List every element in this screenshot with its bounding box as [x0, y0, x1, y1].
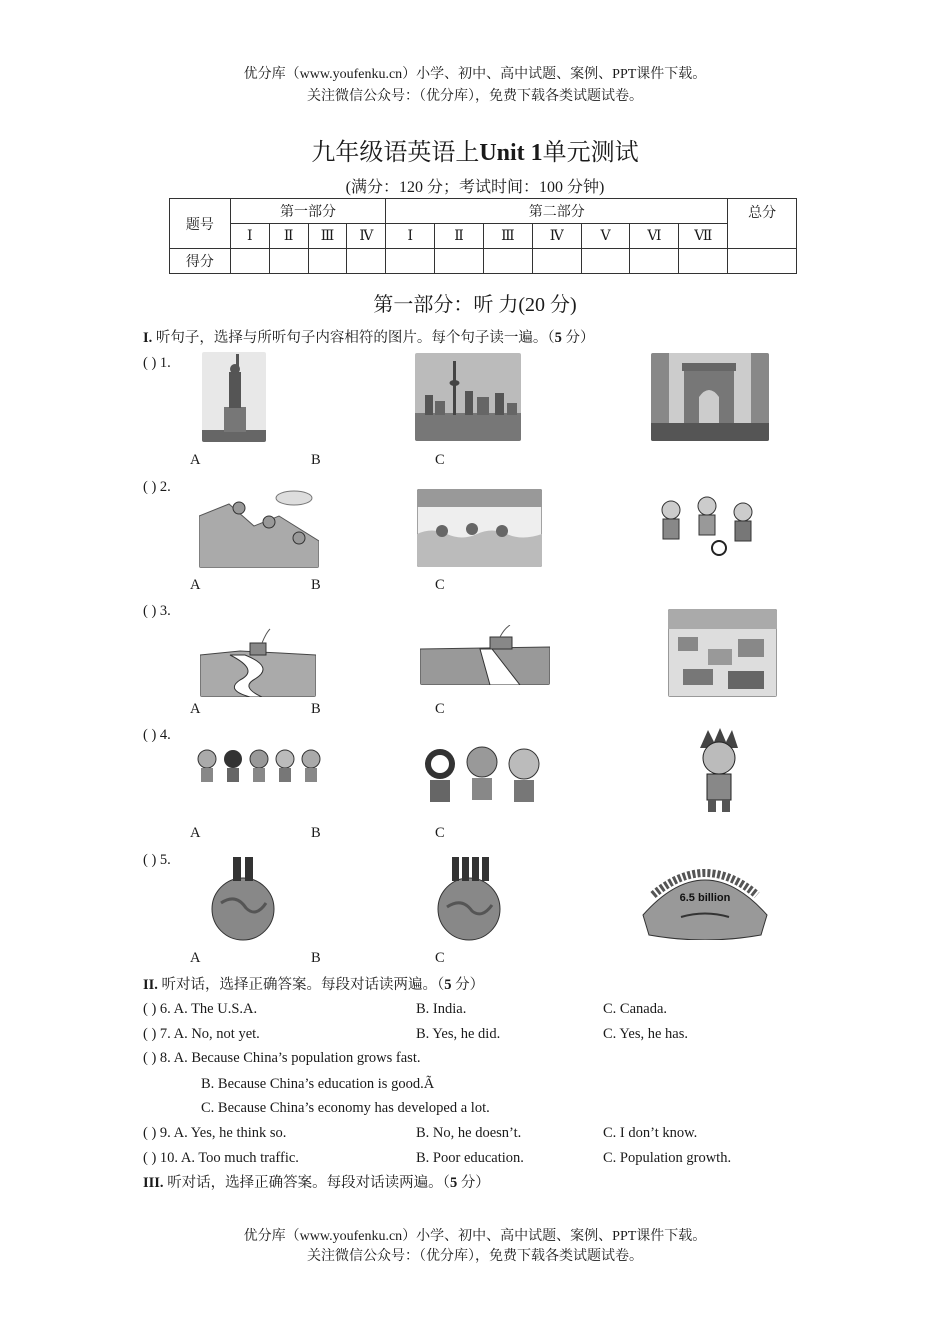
score-table-col: Ⅲ	[483, 224, 532, 249]
population-text: 6.5 billion	[679, 892, 731, 904]
globe-two-people-image[interactable]	[211, 853, 275, 941]
score-table	[169, 198, 797, 274]
section2-text: 听对话，选择正确答案。每段对话读两遍。（	[157, 977, 445, 993]
score-table-total: 总分	[728, 199, 797, 249]
choice-a: A	[190, 577, 201, 593]
choice-b: B	[311, 577, 321, 593]
section2-tail: 分）	[451, 977, 485, 993]
score-table-part1: 第一部分	[230, 199, 386, 224]
arc-de-triomphe-image[interactable]	[651, 353, 769, 441]
section2-score: 5	[444, 977, 452, 993]
question-8-option-b: B. Because China’s education is good.Ã	[201, 1076, 435, 1092]
globe-four-people-image[interactable]	[437, 853, 501, 941]
score-table-col: Ⅲ	[308, 224, 347, 249]
title-part-2: 单元测试	[542, 140, 639, 166]
question-10-option-c: C. Population growth.	[603, 1150, 732, 1166]
section2-instruction	[143, 975, 484, 995]
part1-title: 第一部分：听 力(20 分)	[373, 294, 577, 316]
question-6-stem: ( ) 6. A. The U.S.A.	[143, 1001, 258, 1017]
section3-instruction	[143, 1173, 490, 1193]
score-table-col: Ⅳ	[532, 224, 581, 249]
question-9-option-b: B. No, he doesn’t.	[416, 1125, 522, 1141]
choice-a: A	[190, 825, 201, 841]
toronto-skyline-image[interactable]	[415, 353, 521, 441]
footer-line-1: 优分库（www.youfenku.cn）小学、初中、高中试题、案例、PPT课件下载。	[243, 1229, 707, 1244]
footer-line-2: 关注微信公众号：（优分库），免费下载各类试题试卷。	[307, 1249, 643, 1264]
score-table-label-score: 得分	[170, 249, 231, 274]
score-cell[interactable]	[347, 249, 386, 274]
crowded-earth-image[interactable]	[641, 855, 769, 940]
section1-text: 听句子，选择与所听句子内容相符的图片。每个句子读一遍。（	[152, 330, 555, 346]
question-7-option-b: B. Yes, he did.	[416, 1026, 501, 1042]
section1-tail: 分）	[561, 330, 595, 346]
score-table-label-number: 题号	[170, 199, 231, 249]
section1-instruction	[143, 328, 595, 348]
five-mascots-image[interactable]	[193, 743, 325, 787]
score-cell[interactable]	[308, 249, 347, 274]
village-river-image[interactable]	[200, 625, 316, 697]
choice-c: C	[435, 452, 445, 468]
question-9-option-c: C. I don’t know.	[603, 1125, 698, 1141]
score-cell[interactable]	[435, 249, 484, 274]
score-table-col: Ⅰ	[230, 224, 269, 249]
score-table-col: Ⅳ	[347, 224, 386, 249]
playing-soccer-image[interactable]	[643, 492, 769, 560]
section1-score: 5	[554, 330, 562, 346]
score-table-col: Ⅰ	[386, 224, 435, 249]
score-table-part2: 第二部分	[386, 199, 728, 224]
question-7-option-c: C. Yes, he has.	[603, 1026, 688, 1042]
score-table-col: Ⅶ	[679, 224, 728, 249]
score-table-col: Ⅱ	[269, 224, 308, 249]
choice-b: B	[311, 452, 321, 468]
score-table-col: Ⅱ	[435, 224, 484, 249]
choice-c: C	[435, 701, 445, 717]
question-4-label: ( ) 4.	[143, 727, 171, 743]
section3-score: 5	[449, 1175, 458, 1191]
score-table-col: Ⅵ	[630, 224, 679, 249]
choice-c: C	[435, 950, 445, 966]
single-mascot-image[interactable]	[690, 728, 748, 814]
statue-of-liberty-image[interactable]	[202, 352, 266, 442]
question-8-stem: ( ) 8. A. Because China’s population grows fast.	[143, 1050, 421, 1066]
question-6-option-b: B. India.	[416, 1001, 467, 1017]
choice-a: A	[190, 701, 201, 717]
page-title	[0, 132, 950, 167]
section3-tail: 分）	[457, 1175, 490, 1191]
question-1-label: ( ) 1.	[143, 355, 171, 371]
score-cell[interactable]	[532, 249, 581, 274]
choice-a: A	[190, 950, 201, 966]
choice-a: A	[190, 452, 201, 468]
mountain-climbing-image[interactable]	[199, 486, 319, 568]
choice-c: C	[435, 825, 445, 841]
three-mascots-image[interactable]	[418, 740, 546, 806]
title-part-1: 九年级语英语上	[311, 140, 480, 166]
village-road-image[interactable]	[420, 625, 550, 685]
section2-number: II.	[143, 977, 158, 993]
choice-c: C	[435, 577, 445, 593]
title-unit: Unit 1	[479, 140, 543, 166]
score-table-col: Ⅴ	[581, 224, 630, 249]
score-cell[interactable]	[386, 249, 435, 274]
question-9-stem: ( ) 9. A. Yes, he think so.	[143, 1125, 287, 1141]
question-5-label: ( ) 5.	[143, 852, 171, 868]
question-3-label: ( ) 3.	[143, 603, 171, 619]
section3-text: 听对话，选择正确答案。每段对话读两遍。（	[163, 1175, 450, 1191]
question-10-option-b: B. Poor education.	[416, 1150, 524, 1166]
subtitle: (满分：120 分；考试时间：100 分钟)	[345, 179, 605, 196]
choice-b: B	[311, 701, 321, 717]
score-cell[interactable]	[483, 249, 532, 274]
question-2-label: ( ) 2.	[143, 479, 171, 495]
section1-number: I.	[143, 330, 153, 346]
choice-b: B	[311, 950, 321, 966]
swimming-race-image[interactable]	[417, 489, 542, 567]
score-cell[interactable]	[581, 249, 630, 274]
score-cell[interactable]	[269, 249, 308, 274]
score-cell[interactable]	[728, 249, 797, 274]
score-cell[interactable]	[230, 249, 269, 274]
question-6-option-c: C. Canada.	[603, 1001, 668, 1017]
score-cell[interactable]	[630, 249, 679, 274]
header-line-2: 关注微信公众号：（优分库），免费下载各类试题试卷。	[307, 89, 643, 104]
choice-b: B	[311, 825, 321, 841]
section3-number: III.	[143, 1175, 164, 1191]
question-8-option-c: C. Because China’s economy has developed a lot.	[201, 1100, 490, 1116]
question-7-stem: ( ) 7. A. No, not yet.	[143, 1026, 260, 1042]
header-line-1: 优分库（www.youfenku.cn）小学、初中、高中试题、案例、PPT课件下载。	[243, 67, 707, 82]
score-cell[interactable]	[679, 249, 728, 274]
question-10-stem: ( ) 10. A. Too much traffic.	[143, 1150, 299, 1166]
busy-city-image[interactable]	[668, 609, 777, 697]
